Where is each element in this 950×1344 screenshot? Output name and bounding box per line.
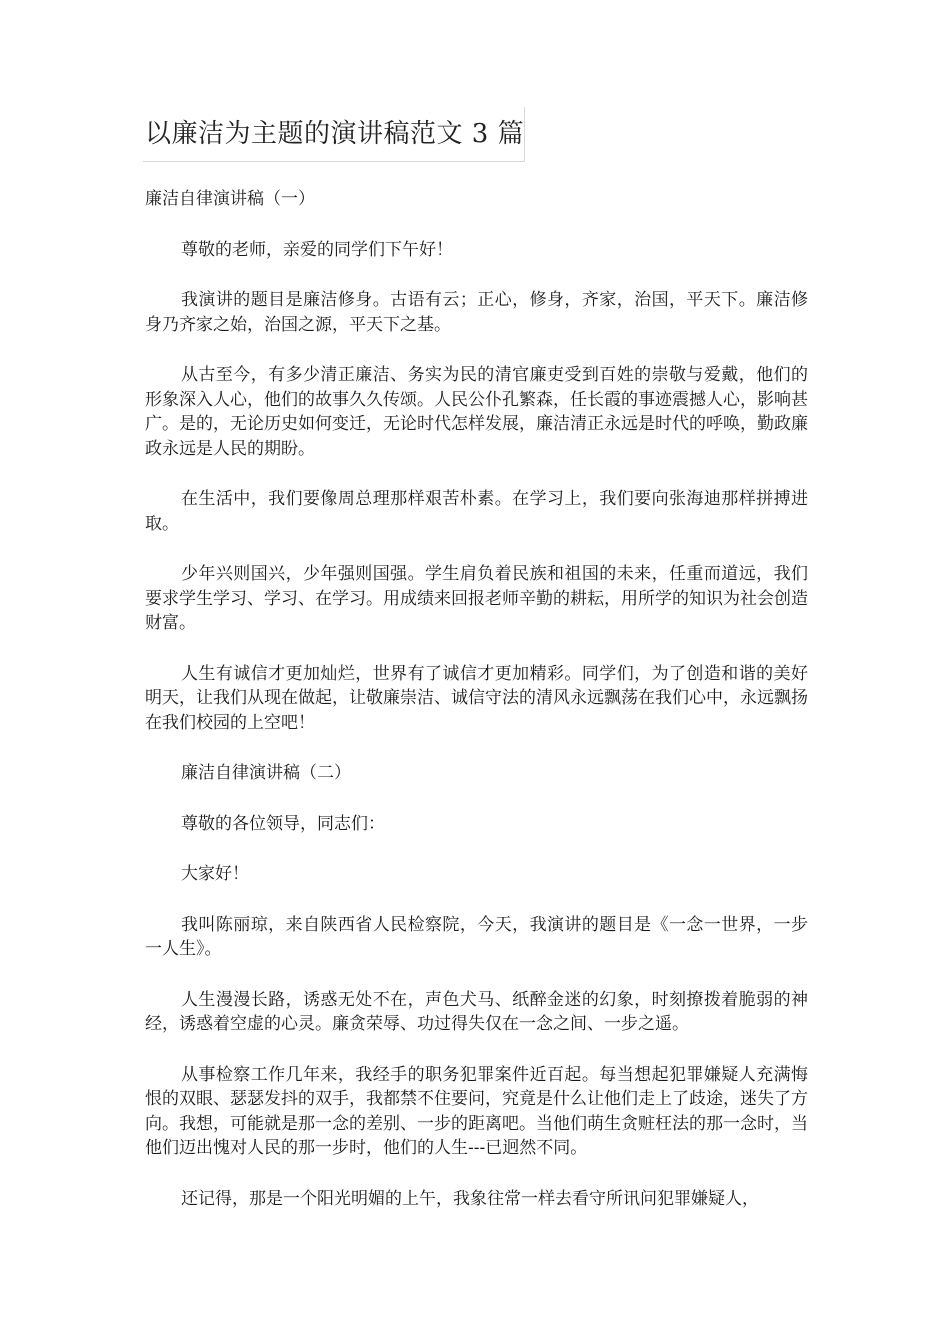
paragraph: 少年兴则国兴，少年强则国强。学生肩负着民族和祖国的未来，任重而道远，我们要求学生学习、学习、在学习。用成绩来回报老师辛勤的耕耘，用所学的知识为社会创造财富。	[145, 564, 808, 633]
paragraph: 从事检察工作几年来，我经手的职务犯罪案件近百起。每当想起犯罪嫌疑人充满悔恨的双眼、瑟瑟发抖的双手，我都禁不住要问，究竟是什么让他们走上了歧途，迷失了方向。我想，可能就是那一念的差别、一步的距离吧。当他们萌生贪赃枉法的那一念时，当他们迈出愧对人民的那一步时，他们的人生---已迥然不同。	[145, 1064, 808, 1158]
paragraph: 人生有诚信才更加灿烂，世界有了诚信才更加精彩。同学们，为了创造和谐的美好明天，让我们从现在做起，让敬廉崇洁、诚信守法的清风永远飘荡在我们心中，永远飘扬在我们校园的上空吧！	[145, 663, 808, 733]
paragraph: 尊敬的老师，亲爱的同学们下午好！	[181, 239, 453, 260]
paragraph: 还记得，那是一个阳光明媚的上午，我象往常一样去看守所讯问犯罪嫌疑人，	[181, 1188, 759, 1209]
paragraph: 人生漫漫长路，诱惑无处不在，声色犬马、纸醉金迷的幻象，时刻撩拨着脆弱的神经，诱惑着空虚的心灵。廉贪荣辱、功过得失仅在一念之间、一步之遥。	[145, 989, 808, 1034]
paragraph: 尊敬的各位领导，同志们：	[181, 813, 385, 834]
document-body	[145, 187, 808, 1237]
paragraph: 大家好！	[181, 864, 249, 884]
section-heading-1: 廉洁自律演讲稿（一）	[145, 189, 315, 209]
title-box	[143, 107, 525, 162]
paragraph: 在生活中，我们要像周总理那样艰苦朴素。在学习上，我们要向张海迪那样拼搏进取。	[145, 489, 808, 534]
paragraph: 我叫陈丽琼，来自陕西省人民检察院，今天，我演讲的题目是《一念一世界，一步一人生》。	[145, 914, 808, 959]
document-title: 以廉洁为主题的演讲稿范文 3 篇	[145, 119, 525, 149]
paragraph: 从古至今，有多少清正廉洁、务实为民的清官廉吏受到百姓的崇敬与爱戴，他们的形象深入人心，他们的故事久久传颂。人民公仆孔繁森，任长霞的事迹震撼人心，影响甚广。是的，无论历史如何变迁，无论时代怎样发展，廉洁清正永远是时代的呼唤，勤政廉政永远是人民的期盼。	[145, 365, 808, 459]
paragraph: 我演讲的题目是廉洁修身。古语有云；正心，修身，齐家，治国，平天下。廉洁修身乃齐家之始，治国之源，平天下之基。	[145, 290, 808, 335]
section-heading-2: 廉洁自律演讲稿（二）	[181, 763, 351, 783]
